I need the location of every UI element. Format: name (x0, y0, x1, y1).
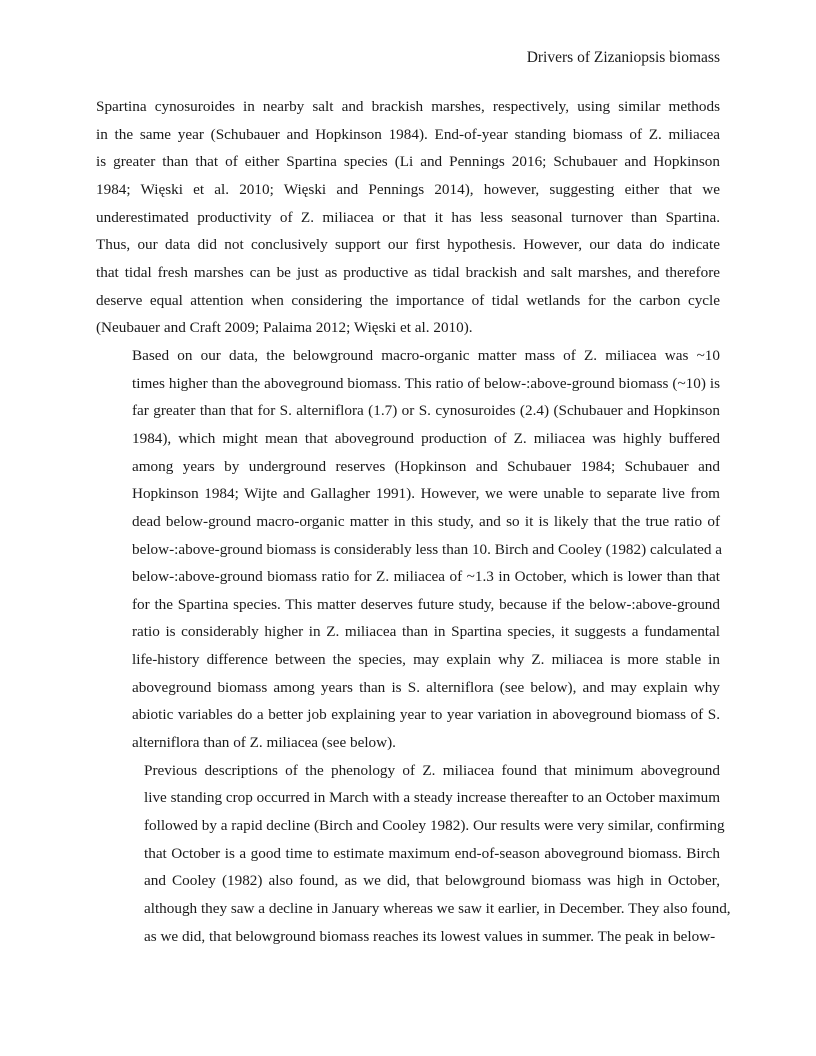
text-line: below-:above-ground biomass is considerably less than 10. Birch and Cooley (1982) calculated a (132, 540, 723, 558)
text-line: far greater than that for S. alterniflora (1.7) or S. cynosuroides (2.4) (Schubauer and Hopkinson (132, 402, 720, 420)
text-line: ratio is considerably higher in Z. miliacea than in Spartina species, it suggests a fundamental (132, 623, 720, 641)
text-line: below-:above-ground biomass ratio for Z. miliacea of ~1.3 in October, which is lower than that (132, 568, 720, 586)
running-header: Drivers of Zizaniopsis biomass (526, 49, 720, 66)
text-line: is greater than that of either Spartina species (Li and Pennings 2016; Schubauer and Hopkinson (96, 153, 720, 171)
text-line: alterniflora than of Z. miliacea (see below). (132, 734, 396, 752)
text-line: underestimated productivity of Z. miliacea or that it has less seasonal turnover than Spartina. (96, 208, 720, 226)
text-line: that tidal fresh marshes can be just as productive as tidal brackish and salt marshes, and therefore (96, 263, 720, 281)
text-line: and Cooley (1982) also found, as we did, that belowground biomass was high in October, (144, 872, 720, 890)
text-line: 1984; Więski et al. 2010; Więski and Pennings 2014), however, suggesting either that we (96, 180, 720, 198)
text-line: (Neubauer and Craft 2009; Palaima 2012; Więski et al. 2010). (96, 319, 473, 337)
text-line: abiotic variables do a better job explaining year to year variation in aboveground biomass of S. (132, 706, 720, 724)
text-line: among years by underground reserves (Hopkinson and Schubauer 1984; Schubauer and (132, 457, 720, 475)
text-line: for the Spartina species. This matter deserves future study, because if the below-:above-ground (132, 595, 720, 613)
text-line: Thus, our data did not conclusively support our first hypothesis. However, our data do indicate (96, 236, 720, 254)
paragraph-belowground-ratio (96, 342, 723, 757)
text-line: Spartina cynosuroides in nearby salt and brackish marshes, respectively, using similar methods (96, 98, 720, 115)
paragraph-spartina-comparison (96, 93, 720, 342)
text-line: times higher than the aboveground biomass. This ratio of below-:above-ground biomass (~10) is (132, 374, 720, 392)
text-line: dead below-ground macro-organic matter in this study, and so it is likely that the true ratio of (132, 512, 720, 530)
text-line: although they saw a decline in January whereas we saw it earlier, in December. They also found, (144, 900, 731, 918)
text-line: live standing crop occurred in March with a steady increase thereafter to an October maximum (144, 789, 721, 807)
text-line: aboveground biomass among years than is S. alterniflora (see below), and may explain why (132, 678, 720, 696)
body-text (96, 93, 731, 950)
text-line: followed by a rapid decline (Birch and Cooley 1982). Our results were very similar, confirming (144, 817, 725, 835)
text-line: as we did, that belowground biomass reaches its lowest values in summer. The peak in below- (144, 927, 716, 945)
text-line: 1984), which might mean that aboveground production of Z. miliacea was highly buffered (132, 429, 720, 447)
text-line: deserve equal attention when considering the importance of tidal wetlands for the carbon cycle (96, 291, 720, 309)
text-line: Previous descriptions of the phenology of Z. miliacea found that minimum aboveground (144, 761, 720, 779)
text-line: Based on our data, the belowground macro-organic matter mass of Z. miliacea was ~10 (132, 346, 720, 364)
text-line: life-history difference between the species, may explain why Z. miliacea is more stable in (132, 651, 720, 669)
text-line: in the same year (Schubauer and Hopkinson 1984). End-of-year standing biomass of Z. miliacea (96, 125, 720, 143)
text-line: Hopkinson 1984; Wijte and Gallagher 1991). However, we were unable to separate live from (132, 485, 720, 503)
text-line: that October is a good time to estimate maximum end-of-season aboveground biomass. Birch (144, 844, 720, 862)
paragraph-phenology (96, 757, 731, 951)
